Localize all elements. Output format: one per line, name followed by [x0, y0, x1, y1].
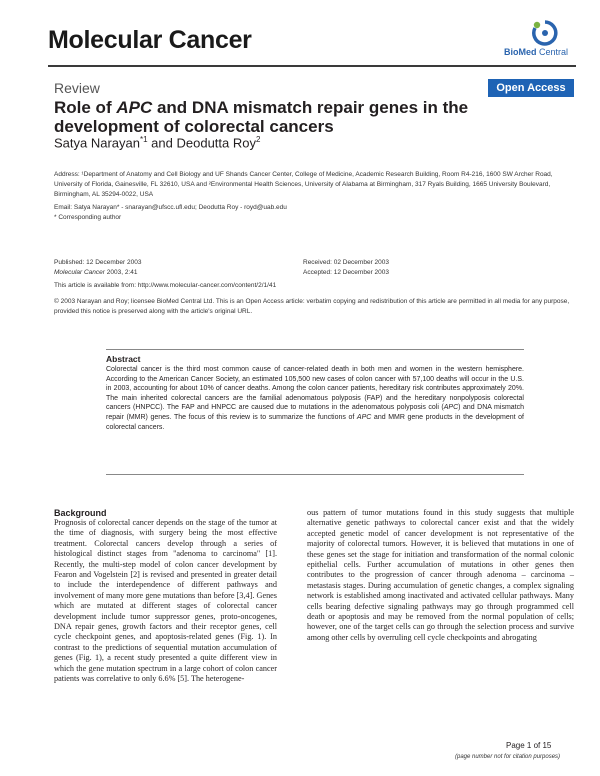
section-heading-background: Background	[54, 508, 107, 518]
authors: Satya Narayan$^{*1}$ and Deodutta Roy$^2$	[54, 135, 261, 151]
abstract-box	[106, 349, 524, 475]
author-emails: Email: Satya Narayan* - snarayan@ufscc.ufl.edu; Deodutta Roy - royd@uab.edu	[54, 204, 287, 211]
publisher-name: BioMed Central	[503, 47, 568, 57]
copyright-notice: © 2003 Narayan and Roy; licensee BioMed Central Ltd. This is an Open Access article: verbatim copying and redistribution of this article are permitted in all media for any purpose, provided this notice is preserved along with the article's original URL.	[54, 298, 570, 315]
author-affiliation-mark: *1	[140, 135, 148, 144]
article-type: Review	[54, 80, 100, 96]
citation: Molecular Cancer 2003, 2:41	[54, 269, 138, 276]
publisher-logo	[484, 20, 568, 60]
author-name: Deodutta Roy	[176, 135, 256, 151]
author-affiliation-mark: 2	[255, 135, 261, 144]
body-column-left: Prognosis of colorectal cancer depends on the stage of the tumor at the time of diagnosis, with surgery being the most effective treatment. Colorectal cancers develop through a series of histological distinct stages from "adenoma to carcinoma" [1]. Recently, the multi-step model of colon cancer development by Fearon and Vogelstein [2] is revised and presented in greater detail to include the interdependence of different pathways and involvement of many more gene mutations than before [3,4]. Genes which are mutated at different stages of colorectal cancer development include tumor suppressor genes, proto-oncogenes, DNA repair genes, growth factors and their receptor genes, cell cycle checkpoint genes, and apoptosis-related genes (Fig. 1). In contrast to the predictions of sequential mutation accumulation of genes (Fig. 1), a recent study presented a quite different view in which the gene mutation spectrum in a large cohort of colon cancer patients was correlative to only 6.6% [5]. The heterogene-	[54, 518, 277, 684]
header-divider	[48, 65, 576, 67]
published-date: Published: 12 December 2003	[54, 259, 142, 266]
author-name: Satya Narayan	[54, 135, 140, 151]
journal-title: Molecular Cancer	[48, 26, 252, 54]
article-url[interactable]: This article is available from: http://www.molecular-cancer.com/content/2/1/41	[54, 282, 277, 289]
body-column-right: ous pattern of tumor mutations found in this study suggests that multiple alternative genetic pathways to colorectal cancer exist and that the widely accepted genetic model of cancer development is not representative of the majority of colorectal tumors. However, it is believed that mutations in one of these genes set the stage for initiation and transformation of the normal colonic epithelial cells. Further accumulation of mutations in other genes then contributes to the progression of cancer through adenoma – carcinoma – metastasis stages. During accumulation of genetic changes, a complex signaling network is established among inactivated and activated cellular pathways. Many cells bearing defective signaling pathways may go through programmed cell death or apoptosis and may be removed from the normal population of cells; however, one of the target cells can go through the selection process and survive among other cells by overruling cell cycle checkpoints and abrogating	[307, 508, 574, 642]
biomed-central-logo-icon	[530, 20, 560, 46]
received-date: Received: 02 December 2003	[303, 259, 389, 266]
author-address: Address: ¹Department of Anatomy and Cell Biology and UF Shands Cancer Center, College of Medicine, Academic Research Building, Room R4-216, 1600 SW Archer Road, University of Florida, Gainesville, FL 32610, USA and ²Environmental Health Sciences, University of Alabama at Birmingham, 317 Ryals Building, 1665 University Boulevard, Birmingham, AL 35294-0022, USA	[54, 171, 553, 198]
abstract-heading: Abstract	[106, 354, 141, 364]
page-number-note: (page number not for citation purposes)	[455, 754, 561, 760]
article-title: Role of APC and DNA mismatch repair genes in the development of colorectal cancers	[54, 98, 469, 136]
accepted-date: Accepted: 12 December 2003	[303, 269, 389, 276]
page-number: Page 1 of 15	[506, 741, 552, 750]
abstract-text: Colorectal cancer is the third most common cause of cancer-related death in both men and women in the western hemisphere. According to the American Cancer Society, an estimated 105,500 new cases of colon cancer with 57,100 deaths will occur in the U.S. in 2003, accounting for about 10% of cancer deaths. Among the colon cancer patients, hereditary risk contributes approximately 20%. The main inherited colorectal cancers are the familial adenomatous polyposis (FAP) and the hereditary nonpolyposis colorectal cancers (HNPCC). The FAP and HNPCC are caused due to mutations in the adenomatous polyposis coli (APC) and DNA mismatch repair (MMR) genes. The focus of this review is to summarize the functions of APC and MMR gene products in the development of colorectal cancers.	[106, 366, 525, 431]
corresponding-author-note: * Corresponding author	[54, 214, 122, 221]
open-access-badge: Open Access	[488, 79, 574, 97]
